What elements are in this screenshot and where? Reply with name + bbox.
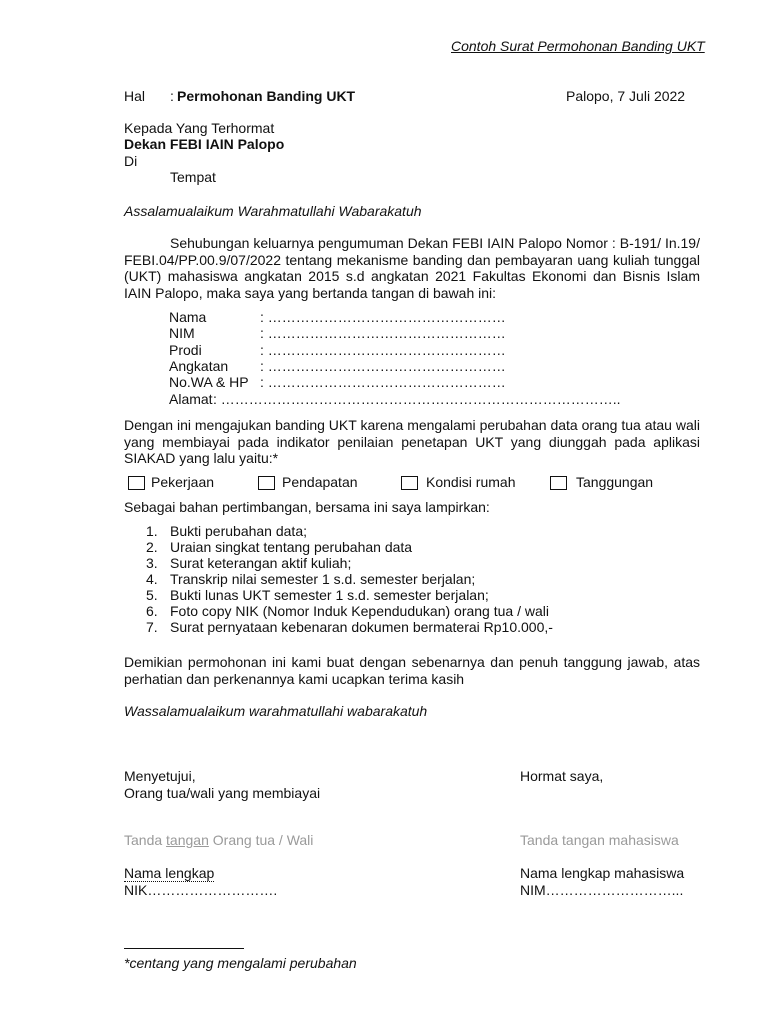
recipient-salutation: Kepada Yang Terhormat: [124, 120, 275, 136]
subject-value: Permohonan Banding UKT: [177, 88, 356, 104]
field-value: : ……………………………………………: [260, 342, 506, 358]
opening-greeting: Assalamualaikum Warahmatullahi Wabarakatuh: [124, 203, 422, 219]
field-label: Prodi: [169, 342, 202, 358]
recipient-di: Di: [124, 153, 138, 169]
footnote: *centang yang mengalami perubahan: [124, 955, 357, 971]
attachments-intro: Sebagai bahan pertimbangan, bersama ini saya lampirkan:: [124, 499, 490, 515]
field-label: Angkatan: [169, 358, 229, 374]
field-value: : …………………………………………………………………………..: [213, 391, 621, 407]
list-item: 7. Surat pernyataan kebenaran dokumen bermaterai Rp10.000,-: [146, 619, 553, 635]
field-value: : ……………………………………………: [260, 358, 506, 374]
student-nim: NIM………………………...: [520, 882, 684, 898]
parent-signature-placeholder: Tanda tangan Orang tua / Wali: [124, 832, 314, 848]
field-value: : ……………………………………………: [260, 309, 506, 325]
field-label: No.WA & HP: [169, 374, 249, 390]
checkbox-tanggungan[interactable]: [550, 476, 567, 490]
option-kondisi-rumah-label: Kondisi rumah: [426, 474, 516, 490]
left-sign-role: Orang tua/wali yang membiayai: [124, 785, 321, 801]
document-header-title: Contoh Surat Permohonan Banding UKT: [451, 38, 705, 54]
list-item: 2. Uraian singkat tentang perubahan data: [146, 539, 413, 555]
list-item: 1. Bukti perubahan data;: [146, 523, 307, 539]
place-date: Palopo, 7 Juli 2022: [566, 88, 686, 104]
field-label: Alamat: [169, 391, 213, 407]
parent-full-name: Nama lengkap: [124, 865, 215, 881]
checkbox-pendapatan[interactable]: [258, 476, 275, 490]
student-full-name: Nama lengkap mahasiswa: [520, 865, 685, 881]
intro-paragraph: Sehubungan keluarnya pengumuman Dekan FEBI IAIN Palopo Nomor : B-191/ In.19/ FEBI.04/PP.00.9/07/2022 tentang mekanisme banding dan pembayaran uang kuliah tunggal (UKT) mahasiswa angkatan 2015 s.d angkatan 2021 Fakultas Ekonomi dan Bisnis Islam IAIN Palopo, maka saya yang bertanda tangan di bawah ini:: [124, 235, 700, 301]
subject-label: Hal: [124, 88, 146, 104]
recipient-name: Dekan FEBI IAIN Palopo: [124, 136, 285, 152]
option-pendapatan-label: Pendapatan: [282, 474, 358, 490]
appeal-paragraph: Dengan ini mengajukan banding UKT karena mengalami perubahan data orang tua atau wali yang membiayai pada indikator penilaian penetapan UKT yang diunggah pada aplikasi SIAKAD yang lalu yaitu:*: [124, 417, 700, 466]
student-signature-placeholder: Tanda tangan mahasiswa: [520, 832, 679, 848]
list-item: 6. Foto copy NIK (Nomor Induk Kependudukan) orang tua / wali: [146, 603, 549, 619]
field-label: Nama: [169, 309, 207, 325]
parent-nik: NIK……………………….: [124, 882, 278, 898]
list-item: 3. Surat keterangan aktif kuliah;: [146, 555, 352, 571]
option-tanggungan-label: Tanggungan: [576, 474, 654, 490]
closing-paragraph: Demikian permohonan ini kami buat dengan sebenarnya dan penuh tanggung jawab, atas perhatian dan perkenannya kami ucapkan terima kasih: [124, 654, 700, 687]
checkbox-kondisi-rumah[interactable]: [401, 476, 418, 490]
list-item: 4. Transkrip nilai semester 1 s.d. semester berjalan;: [146, 571, 476, 587]
footnote-separator: [124, 948, 244, 949]
field-value: : ……………………………………………: [260, 325, 506, 341]
closing-greeting: Wassalamualaikum warahmatullahi wabarakatuh: [124, 703, 428, 719]
option-pekerjaan-label: Pekerjaan: [151, 474, 215, 490]
subject-colon: :: [170, 88, 174, 104]
field-label: NIM: [169, 325, 195, 341]
recipient-place: Tempat: [170, 169, 216, 185]
checkbox-pekerjaan[interactable]: [128, 476, 145, 490]
field-value: : ……………………………………………: [260, 374, 506, 390]
list-item: 5. Bukti lunas UKT semester 1 s.d. semester berjalan;: [146, 587, 489, 603]
left-sign-approval: Menyetujui,: [124, 768, 196, 784]
attachments-list: [146, 523, 553, 635]
right-sign-closing: Hormat saya,: [520, 768, 604, 784]
